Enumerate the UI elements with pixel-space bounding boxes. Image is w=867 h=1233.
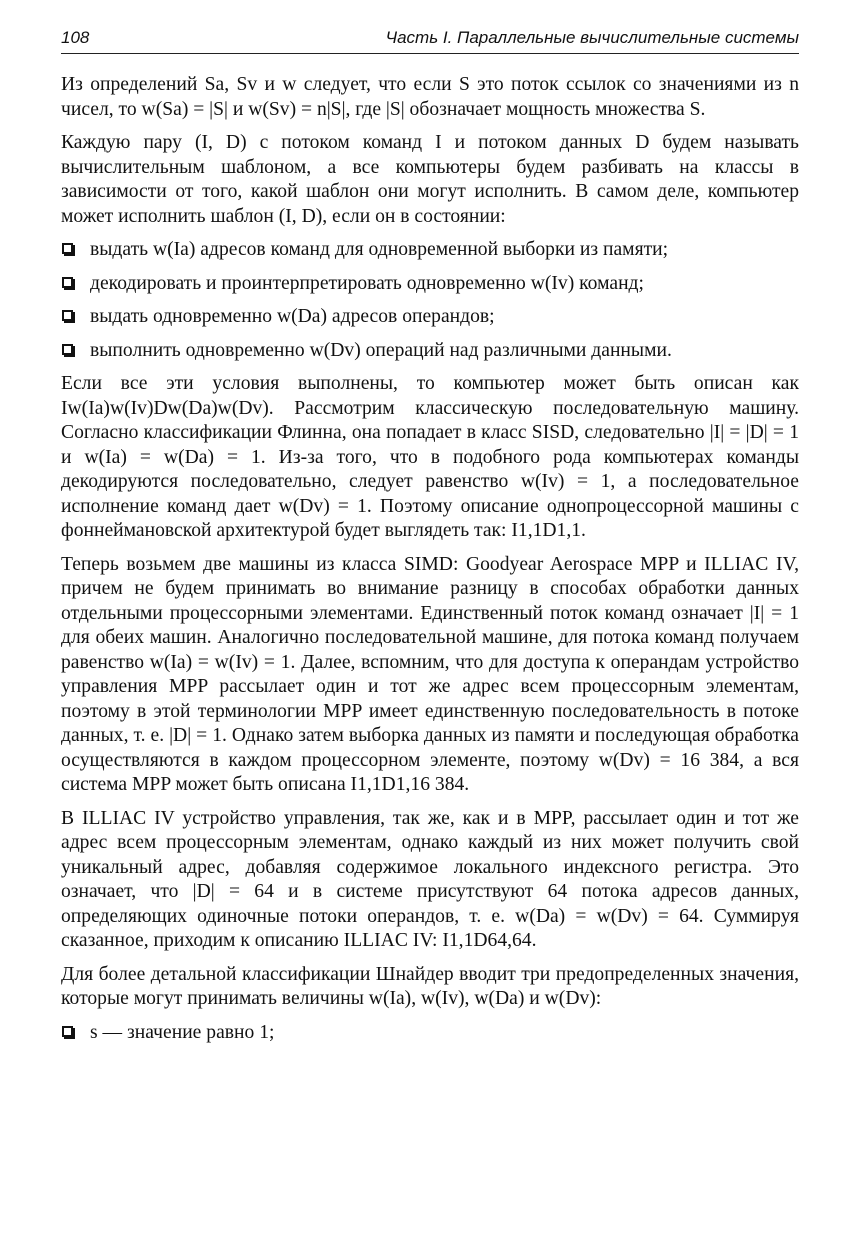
checkbox-bullet-icon xyxy=(62,277,73,288)
running-title: Часть I. Параллельные вычислительные системы xyxy=(385,28,799,47)
paragraph: Для более детальной классификации Шнайдер вводит три предопределенных значения, которые могут принимать величины w(Ia), w(Iv), w(Da) и w(Dv): xyxy=(61,963,799,1009)
list-item xyxy=(61,238,799,263)
list-item xyxy=(61,339,799,364)
list-item-text: выдать w(Ia) адресов команд для одновременной выборки из памяти; xyxy=(90,239,669,260)
header-rule xyxy=(61,53,799,54)
page-body xyxy=(61,73,799,1054)
paragraph: Если все эти условия выполнены, то компьютер может быть описан как Iw(Ia)w(Iv)Dw(Da)w(Dv). Рассмотрим классическую последовательную машину. Согласно классификации Флинна, она попадает в класс SISD, следовательно |I| = |D| = 1 и w(Ia) = w(Da) = 1. Из-за того, что в подобного рода компьютерах команды декодируются последовательно, следует равенство w(Iv) = 1, а последовательное исполнение команд дает w(Dv) = 1. Поэтому описание однопроцессорной машины с фоннеймановской архитектурой будет выглядеть так: I1,1D1,1. xyxy=(61,373,799,541)
paragraph: Из определений Sa, Sv и w следует, что если S это поток ссылок со значениями из n чисел, то w(Sa) = |S| и w(Sv) = n|S|, где |S| обозначает мощность множества S. xyxy=(61,74,799,120)
list-item-text: выдать одновременно w(Da) адресов операндов; xyxy=(90,306,495,327)
checkbox-bullet-icon xyxy=(62,344,73,355)
paragraph: В ILLIAC IV устройство управления, так же, как и в MPP, рассылает один и тот же адрес всем процессорным элементам, однако каждый из них может получить свой уникальный адрес, добавляя содержимое локального индексного регистра. Это означает, что |D| = 64 и в системе присутствуют 64 потока адресов данных, определяющих одиночные потоки операндов, т. е. w(Da) = w(Dv) = 64. Суммируя сказанное, приходим к описанию ILLIAC IV: I1,1D64,64. xyxy=(61,807,799,951)
checkbox-bullet-icon xyxy=(62,243,73,254)
list-item xyxy=(61,1021,799,1046)
list-item xyxy=(61,305,799,330)
checkbox-bullet-icon xyxy=(62,1026,73,1037)
list-item-text: выполнить одновременно w(Dv) операций над различными данными. xyxy=(90,339,672,361)
list-item-text: декодировать и проинтерпретировать одновременно w(Iv) команд; xyxy=(90,272,644,294)
running-header xyxy=(61,28,799,52)
paragraph: Теперь возьмем две машины из класса SIMD: Goodyear Aerospace MPP и ILLIAC IV, причем не будем принимать во внимание разницу в способах обработки данных отдельными процессорными элементами. Единственный поток команд означает |I| = 1 для обеих машин. Аналогично последовательной машине, для потока команд получаем равенство w(Ia) = w(Iv) = 1. Далее, вспомним, что для доступа к операндам устройство управления MPP рассылает один и тот же адрес всем процессорным элементам, поэтому в этой терминологии MPP имеет единственную последовательность в потоке данных, т. е. |D| = 1. Однако затем выборка данных из памяти и последующая обработка осуществляются в каждом процессорном элементе, поэтому w(Dv) = 16 384, а вся система MPP может быть описана I1,1D1,16 384. xyxy=(61,553,799,795)
checkbox-bullet-icon xyxy=(62,310,73,321)
paragraph: Каждую пару (I, D) с потоком команд I и потоком данных D будем называть вычислительным шаблоном, а все компьютеры будем разбивать на классы в зависимости от того, какой шаблон они могут исполнить. В самом деле, компьютер может исполнить шаблон (I, D), если он в состоянии: xyxy=(61,132,799,227)
list-item-text: s — значение равно 1; xyxy=(90,1021,275,1043)
page-number: 108 xyxy=(61,28,90,47)
list-item xyxy=(61,272,799,297)
